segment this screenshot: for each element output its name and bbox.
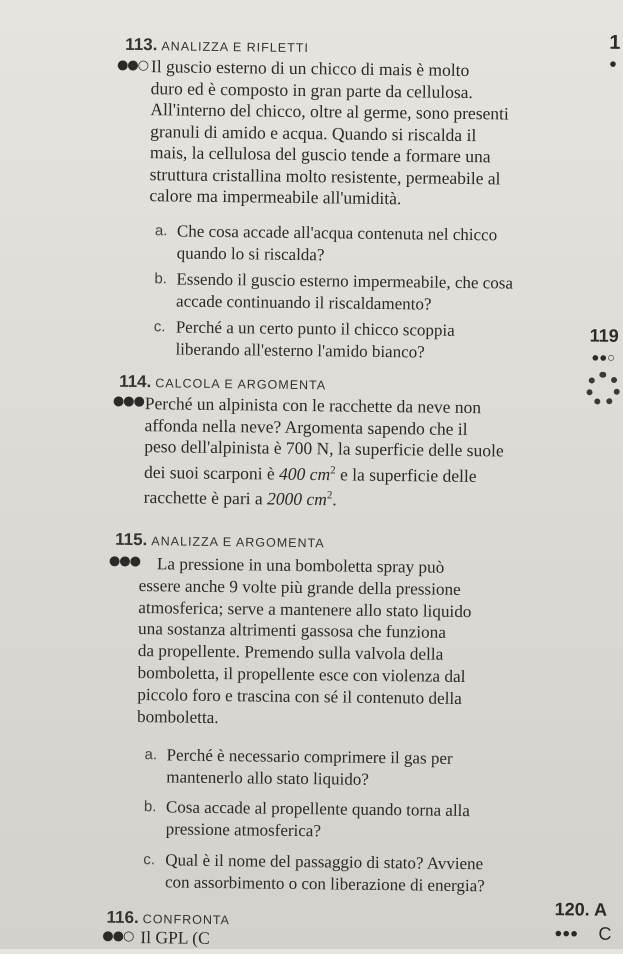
difficulty-dots: ●●● — [554, 925, 579, 941]
right-column-letter: C — [598, 923, 612, 944]
question-113b: b. Essendo il guscio esterno impermeabile, che cosa accade continuando il riscaldamento? — [154, 269, 514, 314]
exercise-category: CALCOLA E ARGOMENTA — [155, 376, 327, 393]
exercise-116-header — [106, 908, 230, 930]
exercise-category: ANALIZZA E ARGOMENTA — [151, 534, 325, 551]
exercise-116-text: Il GPL (C — [140, 927, 210, 948]
question-115a: a. Perché è necessario comprimere il gas per mantenerlo allo stato liquido? — [144, 745, 453, 789]
difficulty-dots: ●●○ — [116, 57, 149, 74]
question-113a: a. Che cosa accade all'acqua contenuta nel chicco quando lo si riscalda? — [154, 221, 498, 264]
exercise-number: 113. — [125, 34, 158, 55]
exercise-114-header — [119, 372, 326, 395]
exercise-115-text: La pressione in una bomboletta spray può essere anche 9 volte più grande della pressione atmosferica; serve a mantenere allo stato liquido una sostanza altrimenti gassosa che funziona da propellente. Premendo sulla valvola della bomboletta, il propellente esce con violenza dal piccolo foro e trascina con sé il contenuto della bomboletta. — [136, 554, 472, 727]
exercise-number: 114. — [119, 371, 152, 392]
difficulty-dots: ●●○ — [591, 349, 616, 365]
right-column-number: 120. A — [554, 899, 608, 920]
difficulty-dots: ● — [608, 55, 618, 71]
question-115b: b. Cosa accade al propellente quando torna alla pressione atmosferica? — [143, 797, 471, 840]
circular-icon — [586, 371, 620, 405]
difficulty-dots: ●●● — [112, 393, 145, 410]
exercise-113-header — [125, 35, 309, 57]
difficulty-dots: ●●● — [108, 553, 141, 570]
exercise-number: 115. — [115, 529, 148, 550]
exercise-115-header — [115, 530, 325, 553]
right-column-number: 1 — [609, 31, 621, 54]
exercise-number: 116. — [106, 907, 139, 928]
right-column-number: 119 — [589, 325, 619, 346]
question-113c: c. Perché a un certo punto il chicco scoppia liberando all'esterno l'amido bianco? — [153, 317, 455, 362]
exercise-category: CONFRONTA — [142, 912, 231, 928]
question-115c: c. Qual è il nome del passaggio di stato? Avviene con assorbimento o con liberazione di energia? — [143, 850, 485, 895]
exercise-114-text: Perché un alpinista con le racchette da neve non affonda nella neve? Argomenta sapendo che il peso dell'alpinista è 700 N, la superficie delle suole dei suoi scarponi è 400 $cm^2$ e la superficie delle racchette è pari a 2000 $cm^2$. — [143, 393, 504, 510]
difficulty-dots: ●●○ — [102, 928, 134, 944]
exercise-category: ANALIZZA E RIFLETTI — [161, 39, 309, 56]
exercise-113-text: Il guscio esterno di un chicco di mais è molto duro ed è composto in gran parte da cellulosa. All'interno del chicco, oltre al germe, sono presenti granuli di amido e acqua. Quando si riscalda il mais, la cellulosa del guscio tende a formare una struttura cristallina molto resistente, permeabile al calore ma impermeabile all'umidità. — [149, 56, 509, 209]
